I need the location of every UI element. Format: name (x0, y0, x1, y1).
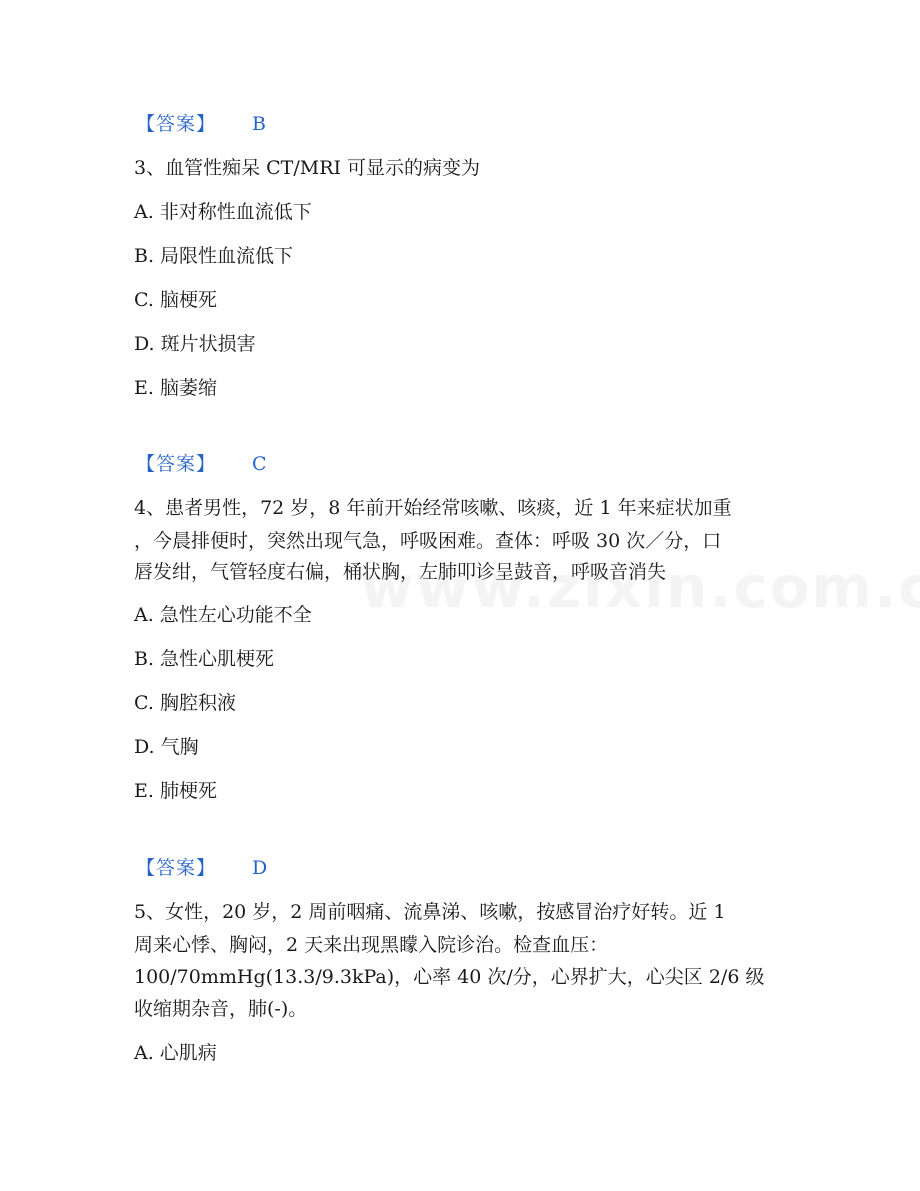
question-stem: 3、血管性痴呆 CT/MRI 可显示的病变为 (134, 157, 481, 179)
answer-value: D (252, 857, 268, 879)
option-d: D. 斑片状损害 (134, 333, 256, 355)
answer-tag: 【答案】 (136, 113, 217, 135)
question-stem-line: 5、女性，20 岁，2 周前咽痛、流鼻涕、咳嗽，按感冒治疗好转。近 1 (134, 901, 726, 923)
option-a: A. 非对称性血流低下 (134, 201, 312, 223)
answer-tag: 【答案】 (136, 453, 217, 475)
question-stem-line: ，今晨排便时，突然出现气急，呼吸困难。查体：呼吸 30 次／分，口 (134, 530, 722, 552)
option-e: E. 脑萎缩 (134, 377, 217, 399)
answer-line (136, 113, 266, 135)
answer-line (136, 857, 267, 879)
option-c: C. 脑梗死 (134, 289, 217, 311)
answer-tag: 【答案】 (136, 857, 217, 879)
option-b: B. 局限性血流低下 (134, 245, 294, 267)
option-a: A. 急性左心功能不全 (134, 604, 312, 626)
question-stem-line: 收缩期杂音，肺(-)。 (134, 998, 308, 1020)
option-a: A. 心肌病 (134, 1042, 217, 1064)
question-stem-line: 唇发绀，气管轻度右偏，桶状胸，左肺叩诊呈鼓音，呼吸音消失 (134, 561, 667, 583)
answer-value: B (252, 113, 266, 135)
question-stem-line: 4、患者男性，72 岁，8 年前开始经常咳嗽、咳痰，近 1 年来症状加重 (134, 497, 732, 519)
option-d: D. 气胸 (134, 736, 199, 758)
question-stem-line: 100/70mmHg(13.3/9.3kPa)，心率 40 次/分，心界扩大，心尖区 2/6 级 (134, 966, 765, 988)
question-stem-line: 周来心悸、胸闷，2 天来出现黑矇入院诊治。检查血压： (134, 934, 609, 956)
option-c: C. 胸腔积液 (134, 692, 236, 714)
option-e: E. 肺梗死 (134, 780, 217, 802)
answer-line (136, 453, 267, 475)
answer-value: C (252, 453, 267, 475)
option-b: B. 急性心肌梗死 (134, 648, 275, 670)
